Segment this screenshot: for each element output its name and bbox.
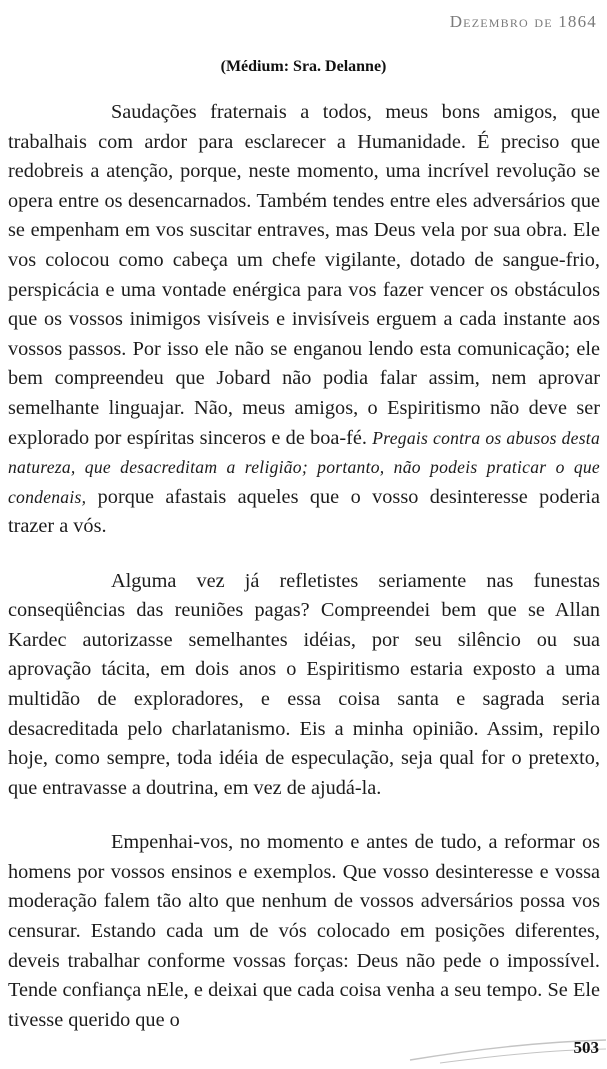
decorative-swoosh-icon [0, 1020, 607, 1064]
paragraph-1-text-a: Saudações fraternais a todos, meus bons amigos, que trabalhais com ardor para esclarecer a Humanidade. É preciso que redobreis a atenção, porque, neste momento, uma incrível revolução se opera entre os desencarnados. Também tendes entre eles adversários que se empenham em vos suscitar entraves, mas Deus vela por sua obra. Ele vos colocou como cabeça um chefe vigilante, dotado de sangue-frio, perspicácia e uma vontade enérgica para vos fazer vencer os obstáculos que os vossos inimigos visíveis e invisíveis erguem a cada instante aos vossos passos. Por isso ele não se enganou lendo esta comunicação; ele bem compreendeu que Jobard não podia falar assim, nem aprovar semelhante linguajar. Não, meus amigos, o Espiritismo não deve ser explorado por espíritas sinceros e de boa-fé. [8, 101, 600, 449]
page-footer [0, 1020, 607, 1064]
paragraph-3: Empenhai-vos, no momento e antes de tudo, a reformar os homens por vossos ensinos e exemplos. Que vosso desinteresse e vossa moderação falem tão alto que nenhum de vossos adversários possa vos censurar. Estando cada um de vós colocado em posições diferentes, deveis trabalhar conforme vossas forças: Deus não pede o impossível. Tende confiança nEle, e deixai que cada coisa venha a seu tempo. Se Ele tivesse querido que o [8, 831, 600, 1031]
paragraph-1-text-b: porque afastais aqueles que o vosso desinteresse poderia trazer a vós. [8, 485, 600, 538]
page-number: 503 [573, 1038, 599, 1057]
paragraph-1-italic-quote: Pregais contra os abusos desta natureza, que desacreditam a religião; portanto, não podeis praticar o que condenais, [8, 427, 600, 507]
running-header: Dezembro de 1864 [449, 12, 597, 31]
medium-attribution: (Médium: Sra. Delanne) [220, 58, 387, 75]
paragraph-1 [8, 98, 600, 542]
body-text [8, 98, 600, 1060]
paragraph-2: Alguma vez já refletistes seriamente nas funestas conseqüências das reuniões pagas? Compreendei bem que se Allan Kardec autorizasse semelhantes idéias, por seu silêncio ou sua aprovação tácita, em dois anos o Espiritismo estaria exposto a uma multidão de exploradores, e essa coisa santa e sagrada seria desacreditada pelo charlatanismo. Eis a minha opinião. Assim, repilo hoje, como sempre, toda idéia de especulação, seja qual for o pretexto, que entravasse a doutrina, em vez de ajudá-la. [8, 569, 600, 799]
